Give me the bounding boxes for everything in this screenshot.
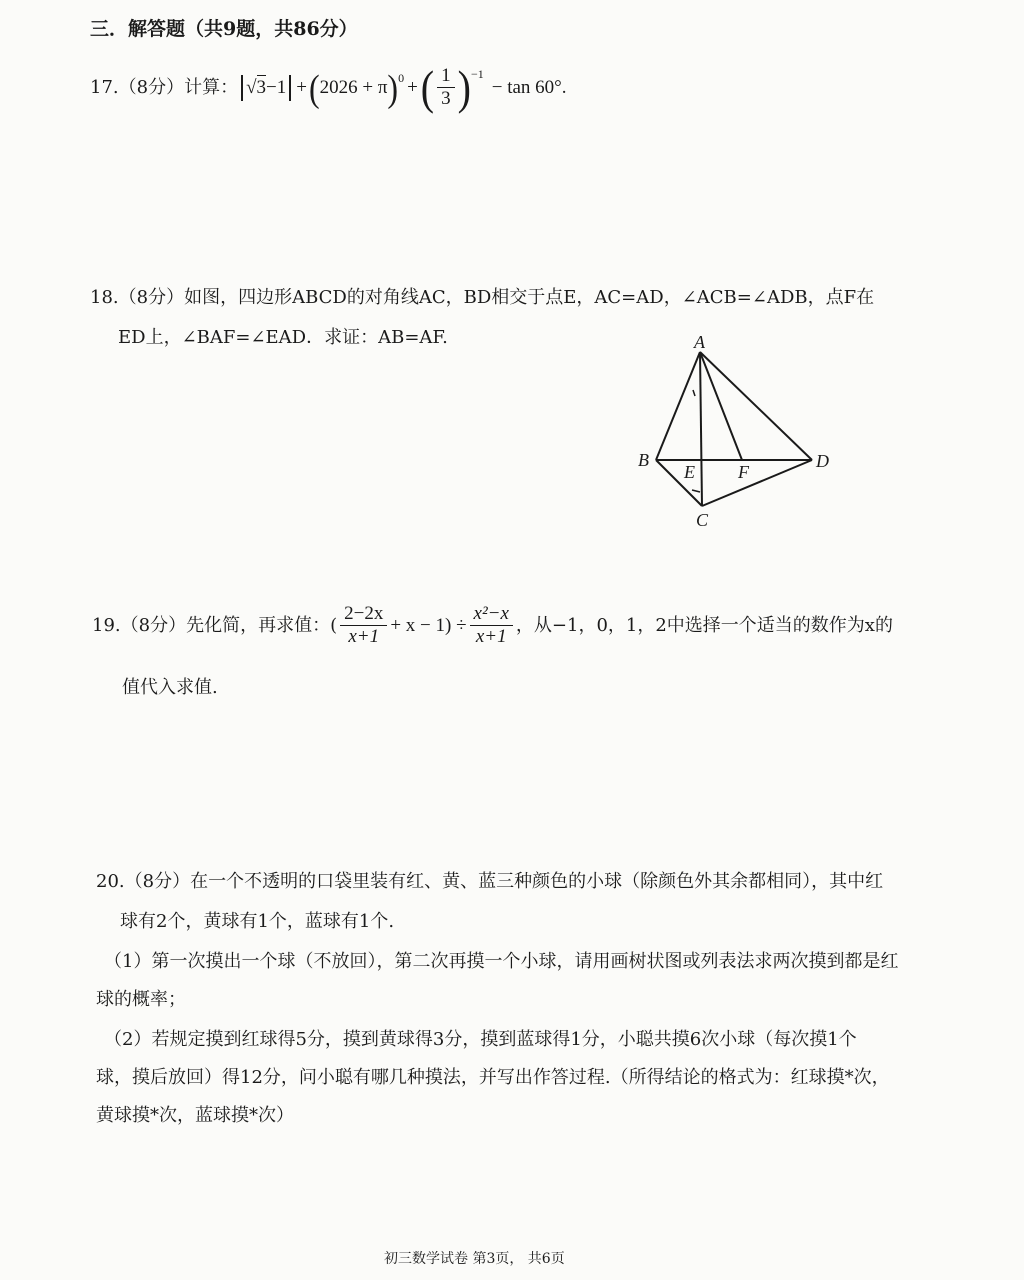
quadrilateral-figure <box>620 330 850 540</box>
sqrt-sign: √ <box>246 76 257 98</box>
q17-prefix: 17.（8分）计算： <box>90 76 239 98</box>
frac-paren-close: ) <box>457 59 471 114</box>
abs-bar-right <box>289 75 291 101</box>
label-F: F <box>738 462 749 482</box>
frac-denominator: 3 <box>441 88 451 109</box>
angle-mark-C <box>692 490 700 492</box>
abs-bar-left <box>241 75 243 101</box>
q20-part2-line-1: （2）若规定摸到红球得5分，摸到黄球得3分，摸到蓝球得1分，小聪共摸6次小球（每次摸1个 <box>104 1029 857 1050</box>
q20-part2-line-3: 黄球摸*次，蓝球摸*次） <box>96 1105 294 1126</box>
paren-open: ( <box>308 65 320 110</box>
q19-frac2-den: x+1 <box>475 626 507 647</box>
q19-frac2-num: x²−x <box>470 604 513 626</box>
tan-term: − tan 60° <box>491 76 562 98</box>
frac-numerator: 1 <box>437 66 455 88</box>
exponent-neg-one: −1 <box>470 67 484 81</box>
edge-AC <box>700 352 702 506</box>
label-B: B <box>638 450 649 470</box>
q19-fraction-2 <box>470 604 513 647</box>
plus-2: + <box>407 76 418 98</box>
label-C: C <box>696 510 709 530</box>
edge-BC <box>656 460 702 506</box>
edge-CD <box>702 460 812 506</box>
q19-mid: + x − 1) ÷ <box>390 614 467 636</box>
abs-tail: −1 <box>266 76 287 98</box>
sqrt-arg: 3 <box>256 77 267 98</box>
edge-AD <box>700 352 812 460</box>
section-heading: 三．解答题（共9题，共86分） <box>90 18 358 40</box>
paren-close: ) <box>387 65 399 110</box>
q20-part1-line-1: （1）第一次摸出一个球（不放回），第二次再摸一个小球，请用画树状图或列表法求两次摸到都是红 <box>104 951 899 972</box>
paren-expr: 2026 + π <box>319 76 388 98</box>
label-E: E <box>684 462 695 482</box>
q20-line-1: 20.（8分）在一个不透明的口袋里装有红、黄、蓝三种颜色的小球（除颜色外其余都相同），其中红 <box>96 871 884 892</box>
question-17 <box>90 59 567 114</box>
q20-line-2: 球有2个，黄球有1个，蓝球有1个. <box>120 911 395 932</box>
q18-line-2: ED上，∠BAF=∠EAD．求证：AB=AF. <box>118 327 448 348</box>
q20-part1-line-2: 球的概率； <box>96 989 186 1010</box>
edge-AB <box>656 352 700 460</box>
page-footer: 初三数学试卷 第3页， 共6页 <box>384 1251 565 1267</box>
q19-frac1-num: 2−2x <box>340 604 387 626</box>
plus-1: + <box>296 76 307 98</box>
q19-frac1-den: x+1 <box>348 626 380 647</box>
question-19 <box>92 604 893 647</box>
period: . <box>561 76 567 98</box>
label-A: A <box>694 332 705 352</box>
edge-AF <box>700 352 742 460</box>
q20-part2-line-2: 球，摸后放回）得12分，问小聪有哪几种摸法，并写出作答过程.（所得结论的格式为：红球摸*次， <box>96 1067 890 1088</box>
q18-line-1: 18.（8分）如图，四边形ABCD的对角线AC，BD相交于点E，AC=AD，∠ACB=∠ADB，点F在 <box>90 287 875 308</box>
angle-mark-A <box>693 390 695 396</box>
q19-prefix: 19.（8分）先化简，再求值：( <box>92 614 338 636</box>
fraction-one-third <box>437 66 455 109</box>
q17-expression <box>238 59 567 114</box>
q19-line-2: 值代入求值. <box>122 677 218 698</box>
exponent-zero: 0 <box>398 71 405 85</box>
q19-fraction-1 <box>340 604 387 647</box>
label-D: D <box>816 451 829 471</box>
frac-paren-open: ( <box>420 59 435 114</box>
q19-suffix: ，从−1，0，1，2中选择一个适当的数作为x的 <box>515 614 893 636</box>
